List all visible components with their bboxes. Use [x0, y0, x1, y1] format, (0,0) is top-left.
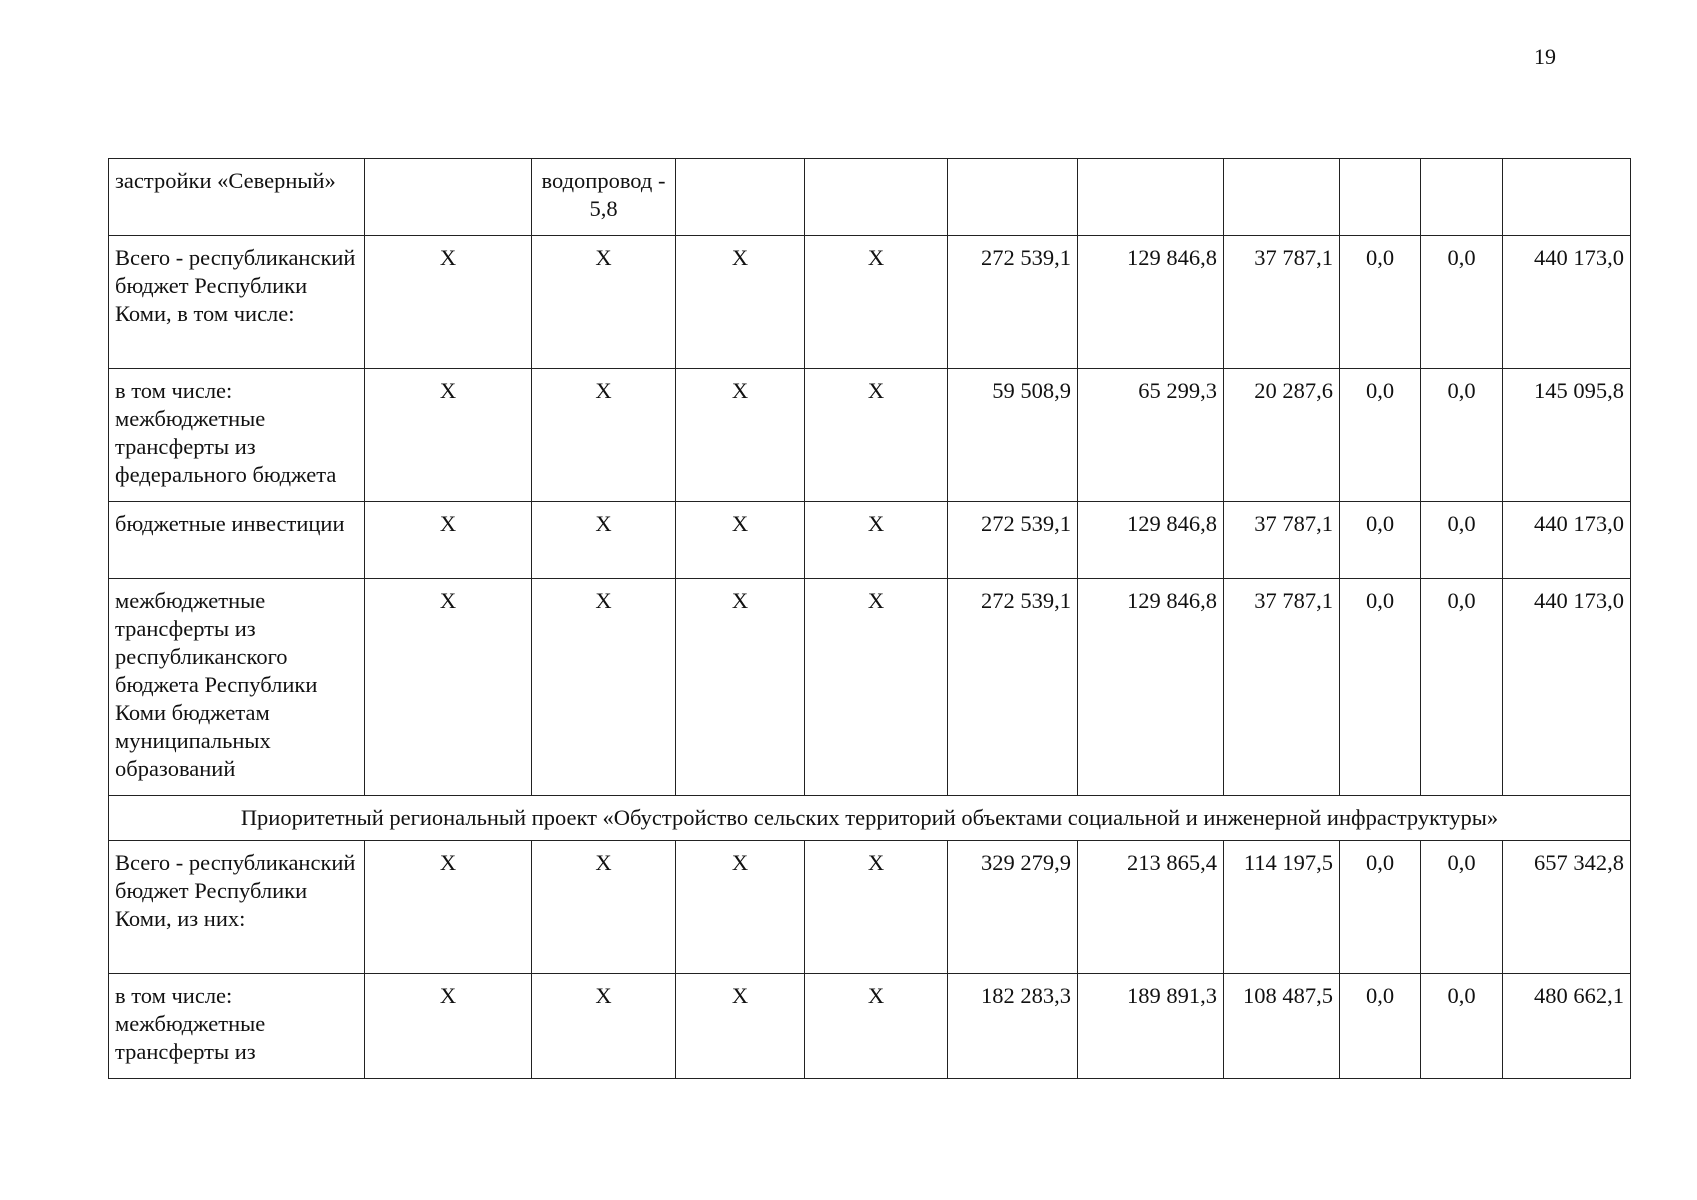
value-cell: 37 787,1 [1224, 236, 1340, 369]
row-label: застройки «Северный» [109, 159, 365, 236]
value-cell: 145 095,8 [1503, 369, 1631, 502]
mark-cell: X [365, 502, 532, 579]
row-label: в том числе: межбюджетные трансферты из федерального бюджета [109, 369, 365, 502]
value-cell: 189 891,3 [1078, 974, 1224, 1079]
table-row [109, 579, 1631, 796]
value-cell: 0,0 [1421, 236, 1503, 369]
mark-cell: X [676, 369, 805, 502]
mark-cell: X [676, 236, 805, 369]
table-row [109, 369, 1631, 502]
row-label: Всего - республиканский бюджет Республики Коми, из них: [109, 841, 365, 974]
mark-cell: X [676, 502, 805, 579]
value-cell: 0,0 [1340, 579, 1421, 796]
table-cell: водопровод - 5,8 [532, 159, 676, 236]
value-cell: 37 787,1 [1224, 579, 1340, 796]
table-cell [1224, 159, 1340, 236]
value-cell: 0,0 [1340, 502, 1421, 579]
mark-cell: X [676, 974, 805, 1079]
budget-table [108, 158, 1631, 1079]
mark-cell: X [805, 579, 948, 796]
mark-cell: X [365, 841, 532, 974]
table-cell [676, 159, 805, 236]
value-cell: 0,0 [1340, 974, 1421, 1079]
value-cell: 0,0 [1340, 841, 1421, 974]
mark-cell: X [365, 236, 532, 369]
value-cell: 440 173,0 [1503, 579, 1631, 796]
value-cell: 480 662,1 [1503, 974, 1631, 1079]
value-cell: 0,0 [1421, 579, 1503, 796]
table-cell [1421, 159, 1503, 236]
value-cell: 182 283,3 [948, 974, 1078, 1079]
mark-cell: X [676, 841, 805, 974]
row-label: межбюджетные трансферты из республиканского бюджета Республики Коми бюджетам муниципальных образований [109, 579, 365, 796]
mark-cell: X [532, 841, 676, 974]
value-cell: 129 846,8 [1078, 579, 1224, 796]
table-cell [805, 159, 948, 236]
value-cell: 272 539,1 [948, 579, 1078, 796]
row-label: в том числе: межбюджетные трансферты из [109, 974, 365, 1079]
mark-cell: X [805, 502, 948, 579]
table-row [109, 841, 1631, 974]
table-cell [1503, 159, 1631, 236]
table-cell [365, 159, 532, 236]
mark-cell: X [676, 579, 805, 796]
value-cell: 213 865,4 [1078, 841, 1224, 974]
table-row [109, 236, 1631, 369]
mark-cell: X [532, 974, 676, 1079]
value-cell: 329 279,9 [948, 841, 1078, 974]
value-cell: 272 539,1 [948, 236, 1078, 369]
row-label: бюджетные инвестиции [109, 502, 365, 579]
table-row [109, 502, 1631, 579]
table-cell [1078, 159, 1224, 236]
value-cell: 0,0 [1421, 974, 1503, 1079]
value-cell: 440 173,0 [1503, 502, 1631, 579]
value-cell: 108 487,5 [1224, 974, 1340, 1079]
value-cell: 114 197,5 [1224, 841, 1340, 974]
section-header: Приоритетный региональный проект «Обустройство сельских территорий объектами социальной и инженерной инфраструктуры» [109, 796, 1631, 841]
table-cell [948, 159, 1078, 236]
value-cell: 65 299,3 [1078, 369, 1224, 502]
value-cell: 129 846,8 [1078, 236, 1224, 369]
value-cell: 0,0 [1421, 369, 1503, 502]
value-cell: 272 539,1 [948, 502, 1078, 579]
table-cell [1340, 159, 1421, 236]
value-cell: 20 287,6 [1224, 369, 1340, 502]
mark-cell: X [532, 236, 676, 369]
row-label: Всего - республиканский бюджет Республики Коми, в том числе: [109, 236, 365, 369]
value-cell: 657 342,8 [1503, 841, 1631, 974]
value-cell: 0,0 [1340, 236, 1421, 369]
mark-cell: X [805, 369, 948, 502]
mark-cell: X [365, 974, 532, 1079]
table-row [109, 974, 1631, 1079]
mark-cell: X [805, 236, 948, 369]
mark-cell: X [805, 974, 948, 1079]
mark-cell: X [532, 579, 676, 796]
mark-cell: X [365, 369, 532, 502]
mark-cell: X [805, 841, 948, 974]
value-cell: 129 846,8 [1078, 502, 1224, 579]
value-cell: 37 787,1 [1224, 502, 1340, 579]
value-cell: 440 173,0 [1503, 236, 1631, 369]
mark-cell: X [532, 502, 676, 579]
value-cell: 0,0 [1421, 841, 1503, 974]
section-header-row [109, 796, 1631, 841]
value-cell: 59 508,9 [948, 369, 1078, 502]
value-cell: 0,0 [1340, 369, 1421, 502]
page-number: 19 [1534, 44, 1556, 69]
value-cell: 0,0 [1421, 502, 1503, 579]
mark-cell: X [365, 579, 532, 796]
table-row [109, 159, 1631, 236]
mark-cell: X [532, 369, 676, 502]
